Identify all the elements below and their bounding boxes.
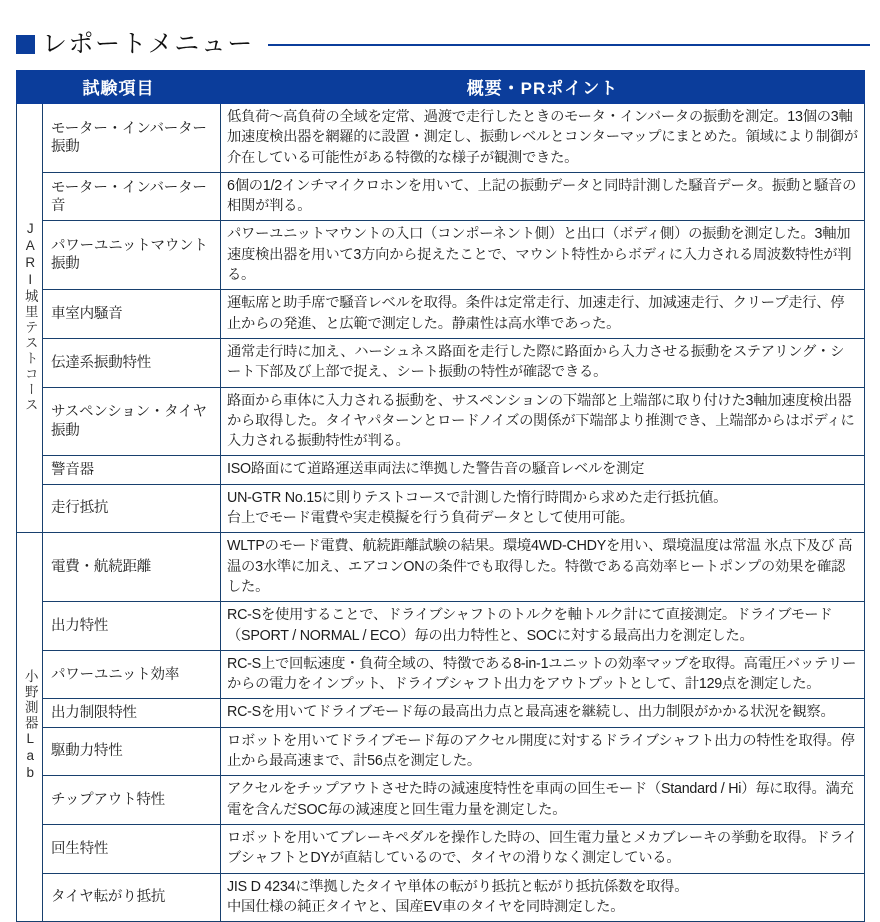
column-header-summary: 概要・PRポイント [221,71,865,104]
test-item-description [221,699,865,727]
table-row [17,484,865,533]
test-item-name: モーター・インバーター振動 [43,104,221,173]
group-label-cell [17,104,43,533]
test-item-description [221,650,865,699]
description-line: 運転席と助手席で騒音レベルを取得。条件は定常走行、加速走行、加減速走行、クリープ走行、停止からの発進、と広範で測定した。静粛性は高水準であった。 [227,295,845,332]
test-item-name: パワーユニット効率 [43,650,221,699]
test-item-name: チップアウト特性 [43,776,221,825]
description-line: アクセルをチップアウトさせた時の減速度特性を車両の回生モード（Standard / Hi）毎に取得。満充電を含んだSOC毎の減速度と回生電力量を測定した。 [227,781,854,818]
group-label-vertical-text: JARI城里テストコース [22,220,38,413]
table-row [17,172,865,221]
test-item-description [221,221,865,290]
description-line: UN-GTR No.15に則りテストコースで計測した惰行時間から求めた走行抵抗値。 [227,489,728,506]
description-line: 低負荷～高負荷の全域を定常、過渡で走行したときのモータ・インバータの振動を測定。13個の3軸加速度検出器を網羅的に設置・測定し、振動レベルとコンターマップにまとめた。領域により制御が介在している可能性がある特徴的な様子が観測できた。 [227,109,858,166]
page-title-row [16,28,880,60]
page-title: レポートメニュー [42,29,254,58]
table-row [17,533,865,602]
description-line: JIS D 4234に準拠したタイヤ単体の転がり抵抗と転がり抵抗係数を取得。 [227,878,689,895]
test-item-name: 警音器 [43,456,221,484]
test-item-name: 車室内騒音 [43,290,221,339]
test-item-description [221,484,865,533]
description-line: RC-Sを用いてドライブモード毎の最高出力点と最高速を継続し、出力制限がかかる状況を観察。 [227,704,835,721]
test-item-description [221,104,865,173]
test-item-description [221,602,865,651]
test-item-description [221,727,865,776]
description-line: RC-Sを使用することで、ドライブシャフトのトルクを軸トルク計にて直接測定。ドライブモード（SPORT / NORMAL / ECO）毎の出力特性と、SOCに対する最高出力を測定した。 [227,607,833,644]
test-item-description [221,172,865,221]
bullet-square-icon [16,35,35,54]
column-header-item: 試験項目 [17,71,221,104]
description-line: ISO路面にて道路運送車両法に準拠した警告音の騒音レベルを測定 [227,461,645,478]
test-item-description [221,338,865,387]
table-row [17,776,865,825]
test-item-description [221,873,865,922]
test-item-name: 回生特性 [43,824,221,873]
test-item-name: タイヤ転がり抵抗 [43,873,221,922]
table-row [17,290,865,339]
report-table [16,70,865,922]
test-item-name: 出力制限特性 [43,699,221,727]
description-line: WLTPのモード電費、航続距離試験の結果。環境4WD-CHDYを用い、環境温度は常温 氷点下及び 高温の3水準に加え、エアコンONの条件でも取得した。特徴である高効率ヒートポンプの効果を確認した。 [227,538,853,595]
test-item-name: パワーユニットマウント振動 [43,221,221,290]
table-row [17,221,865,290]
test-item-name: 電費・航続距離 [43,533,221,602]
table-row [17,873,865,922]
test-item-description [221,776,865,825]
table-row [17,650,865,699]
test-item-name: 駆動力特性 [43,727,221,776]
test-item-description [221,290,865,339]
table-row [17,727,865,776]
test-item-description [221,456,865,484]
description-line: 6個の1/2インチマイクロホンを用いて、上記の振動データと同時計測した騒音データ。振動と騒音の相関が判る。 [227,177,857,215]
test-item-name: モーター・インバーター音 [43,172,221,221]
description-line: 台上でモード電費や実走模擬を行う負荷データとして使用可能。 [227,510,634,527]
table-row [17,104,865,173]
group-label-cell [17,533,43,922]
test-item-name: サスペンション・タイヤ振動 [43,387,221,456]
test-item-description [221,824,865,873]
title-divider-rule [268,44,870,46]
table-row [17,699,865,727]
description-line: パワーユニットマウントの入口（コンポーネント側）と出口（ボディ側）の振動を測定した。3軸加速度検出器を用いて3方向から捉えたことで、マウント特性からボディに入力される周波数特性が判る。 [227,226,852,284]
group-label-vertical-text: 小野測器Lab [22,669,38,783]
test-item-name: 走行抵抗 [43,484,221,533]
description-line: 路面から車体に入力される振動を、サスペンションの下端部と上端部に取り付けた3軸加速度検出器から取得した。タイヤパターンとロードノイズの関係が下端部より推測でき、上端部からはボディに入力される振動特性が判る。 [227,392,855,450]
report-table-container [16,70,864,922]
table-row [17,824,865,873]
test-item-name: 伝達系振動特性 [43,338,221,387]
test-item-description [221,387,865,456]
table-body [17,104,865,922]
description-line: ロボットを用いてブレーキペダルを操作した時の、回生電力量とメカブレーキの挙動を取得。ドライブシャフトとDYが直結しているので、タイヤの滑りなく測定している。 [227,829,857,867]
description-line: 中国仕様の純正タイヤと、国産EV車のタイヤを同時測定した。 [227,898,625,915]
table-row [17,602,865,651]
table-header [17,71,865,104]
description-line: ロボットを用いてドライブモード毎のアクセル開度に対するドライブシャフト出力の特性を取得。停止から最高速まで、計56点を測定した。 [227,732,855,770]
table-header-row [17,71,865,104]
table-row [17,456,865,484]
table-row [17,387,865,456]
test-item-description [221,533,865,602]
description-line: 通常走行時に加え、ハーシュネス路面を走行した際に路面から入力させる振動をステアリング・シート下部及び上部で捉え、シート振動の特性が確認できる。 [227,343,845,381]
test-item-name: 出力特性 [43,602,221,651]
description-line: RC-S上で回転速度・負荷全域の、特徴である8-in-1ユニットの効率マップを取得。高電圧バッテリーからの電力をインプット、ドライブシャフト出力をアウトプットとして、計129点を測定した。 [227,655,857,693]
table-row [17,338,865,387]
